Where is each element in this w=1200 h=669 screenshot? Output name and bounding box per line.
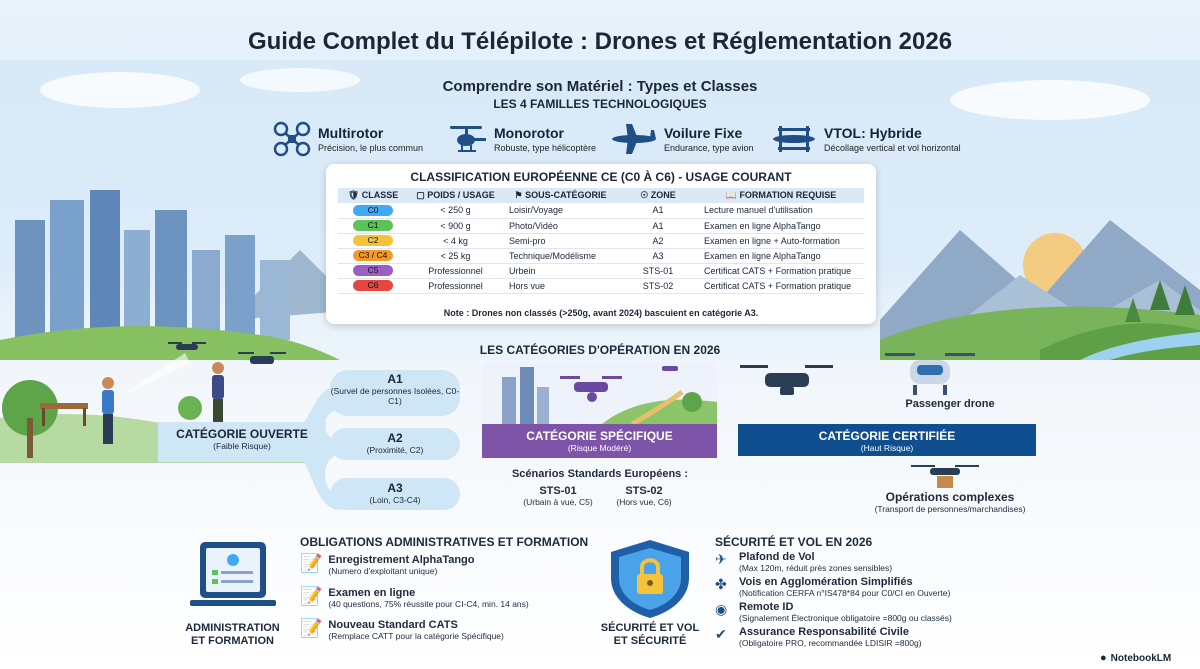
cell-zone: STS-01 (618, 263, 698, 278)
family-name: Monorotor (494, 125, 564, 141)
family-desc: Robuste, type hélicoptère (494, 143, 597, 153)
branch-desc: (Proximité, C2) (366, 445, 424, 455)
cell-poids: < 900 g (408, 218, 503, 233)
complex-ops-name: Opérations complexes (885, 490, 1015, 504)
cell-zone: A2 (618, 233, 698, 248)
header-poids: ▢ POIDS / USAGE (408, 188, 503, 203)
table-row (338, 248, 864, 263)
obligation-item (300, 619, 504, 641)
cell-formation: Examen en ligne AlphaTango (698, 248, 864, 263)
laptop-checklist-icon (188, 540, 278, 618)
cell-poids: < 4 kg (408, 233, 503, 248)
family-desc: Décollage vertical et vol horizontal (824, 143, 961, 153)
cell-sous-categorie: Hors vue (503, 278, 618, 293)
classification-title: CLASSIFICATION EUROPÉENNE CE (C0 À C6) - USAGE COURANT (410, 170, 792, 184)
category-certified-band (738, 424, 1036, 456)
category-specific-band (482, 424, 717, 458)
cell-poids: < 25 kg (408, 248, 503, 263)
branch-name: A3 (387, 481, 403, 495)
security-label-line1: SÉCURITÉ ET VOL (600, 622, 700, 634)
shield-check-icon: ✔ (715, 626, 727, 642)
security-item (715, 576, 950, 598)
materiel-subtitle: LES 4 FAMILLES TECHNOLOGIQUES (493, 97, 707, 111)
obligation-item (300, 587, 529, 609)
cell-sous-categorie: Urbein (503, 263, 618, 278)
cell-sous-categorie: Technique/Modélisme (503, 248, 618, 263)
header-classe: 🛡 CLASSE (338, 188, 408, 203)
classification-card (326, 164, 876, 324)
security-title: SÉCURITÉ ET VOL EN 2026 (715, 535, 873, 549)
signal-icon: ◉ (715, 601, 728, 617)
obligations-title: OBLIGATIONS ADMINISTRATIVES ET FORMATION (300, 535, 589, 549)
security-item-name: Assurance Responsabilité Civile (739, 626, 909, 638)
drone-icon: ✤ (715, 576, 727, 592)
security-item-desc: (Obligatoire PRO, recommandée LDISIR =800g) (739, 638, 922, 648)
family-name: VTOL: Hybride (824, 125, 922, 141)
complex-ops-desc: (Transport de personnes/marchandises) (874, 504, 1026, 514)
branch-name: A1 (387, 372, 403, 386)
scenario-sts01 (518, 485, 598, 507)
obligation-name: Examen en ligne (328, 587, 416, 599)
family-voilure-fixe (610, 118, 754, 160)
cell-zone: A1 (618, 203, 698, 218)
cell-sous-categorie: Loisir/Voyage (503, 203, 618, 218)
security-item-desc: (Max 120m, réduit près zones sensibles) (739, 563, 893, 573)
table-row (338, 278, 864, 293)
category-open-band (158, 422, 326, 462)
category-open-desc: (Faible Risque) (213, 441, 271, 451)
family-vtol (770, 118, 961, 160)
security-item (715, 626, 922, 648)
passenger-drone-label: Passenger drone (905, 398, 995, 410)
family-desc: Précision, le plus commun (318, 143, 424, 153)
cell-classe (338, 233, 408, 248)
cell-classe (338, 218, 408, 233)
notebook-icon: ● (1100, 652, 1107, 664)
cell-zone: A3 (618, 248, 698, 263)
cell-formation: Lecture manuel d'utilisation (698, 203, 864, 218)
security-item-name: Plafond de Vol (739, 551, 815, 563)
shield-lock-icon (605, 538, 695, 620)
classification-note: Note : Drones non classés (>250g, avant 2024) bascuient en catégorie A3. (443, 308, 759, 318)
security-item-desc: (Signalement Électronique obligatoire =800g ou classés) (739, 613, 952, 623)
document-edit-icon: 📝 (300, 618, 323, 638)
class-pill: C5 (353, 265, 393, 276)
branch-name: A2 (387, 431, 403, 445)
security-item-name: Remote ID (739, 601, 794, 613)
scenario-desc: (Urbain à vue, C5) (523, 497, 593, 507)
security-item (715, 551, 892, 573)
vtol-icon (770, 120, 818, 158)
multirotor-icon (272, 120, 312, 158)
table-row (338, 263, 864, 278)
branch-a2 (330, 428, 460, 460)
cell-zone: STS-02 (618, 278, 698, 293)
class-pill: C1 (353, 220, 393, 231)
branch-a3 (330, 478, 460, 510)
scenario-desc: (Hors vue, C6) (616, 497, 672, 507)
cell-classe (338, 263, 408, 278)
category-specific-desc: (Risque Modéré) (567, 443, 632, 453)
branch-desc: (Survel de personnes Isolées, C0-C1) (330, 386, 460, 406)
brand-logo (1100, 652, 1171, 664)
security-item (715, 601, 952, 623)
family-multirotor (272, 118, 423, 160)
admin-label (170, 622, 295, 648)
materiel-title: Comprendre son Matériel : Types et Classes (442, 78, 758, 95)
cell-classe (338, 278, 408, 293)
family-name: Voilure Fixe (664, 125, 743, 141)
category-open-name: CATÉGORIE OUVERTE (176, 427, 308, 441)
cell-classe (338, 203, 408, 218)
class-pill: C6 (353, 280, 393, 291)
cell-poids: < 250 g (408, 203, 503, 218)
cell-poids: Professionnel (408, 263, 503, 278)
admin-label-line1: ADMINISTRATION (185, 622, 280, 634)
class-pill: C3 / C4 (353, 250, 393, 261)
page-title: Guide Complet du Télépilote : Drones et Réglementation 2026 (247, 28, 953, 55)
obligation-desc: (Numero d'exploitant unique) (328, 566, 438, 576)
header-zone: ☉ ZONE (618, 188, 698, 203)
family-monorotor (448, 118, 596, 160)
cell-classe (338, 248, 408, 263)
family-name: Multirotor (318, 125, 384, 141)
branch-a1 (330, 370, 460, 416)
operation-title: LES CATÉGORIES D'OPÉRATION EN 2026 (479, 343, 721, 357)
scenario-sts02 (604, 485, 684, 507)
class-pill: C0 (353, 205, 393, 216)
cell-formation: Certificat CATS + Formation pratique (698, 263, 864, 278)
table-row (338, 218, 864, 233)
cell-zone: A1 (618, 218, 698, 233)
document-edit-icon: 📝 (300, 586, 323, 606)
cell-sous-categorie: Photo/Vidéo (503, 218, 618, 233)
class-pill: C2 (353, 235, 393, 246)
plane-takeoff-icon: ✈ (715, 551, 727, 567)
cell-formation: Certificat CATS + Formation pratique (698, 278, 864, 293)
scenario-name: STS-02 (625, 485, 663, 497)
admin-label-line2: ET FORMATION (191, 635, 274, 647)
header-sous-categorie: ⚑ SOUS-CATÉGORIE (503, 188, 618, 203)
security-label (590, 622, 710, 648)
certified-category-illustration (735, 345, 1035, 425)
security-item-name: Vois en Agglomération Simplifiés (739, 576, 913, 588)
brand-name: NotebookLM (1110, 652, 1172, 664)
table-header-row (338, 188, 864, 203)
obligation-desc: (Remplace CATT pour la catégorie Spécifique) (328, 631, 504, 641)
obligation-name: Enregistrement AlphaTango (328, 554, 475, 566)
helicopter-icon (448, 120, 488, 158)
airplane-icon (610, 120, 658, 158)
category-specific-name: CATÉGORIE SPÉCIFIQUE (526, 429, 673, 443)
family-desc: Endurance, type avion (664, 143, 754, 153)
table-row (338, 203, 864, 218)
complex-operations (820, 490, 1080, 514)
obligation-item (300, 554, 475, 576)
obligation-desc: (40 questions, 75% réussite pour CI-C4, min. 14 ans) (328, 599, 529, 609)
security-label-line2: ET SÉCURITÉ (613, 635, 687, 647)
header-formation: 📖 FORMATION REQUISE (698, 188, 864, 203)
scenario-name: STS-01 (539, 485, 577, 497)
branch-desc: (Loin, C3-C4) (369, 495, 421, 505)
security-item-desc: (Notification CERFA n°IS478*84 pour C0/CI en Ouverte) (739, 588, 951, 598)
cell-formation: Examen en ligne + Auto-formation (698, 233, 864, 248)
cell-formation: Examen en ligne AlphaTango (698, 218, 864, 233)
cell-poids: Professionnel (408, 278, 503, 293)
cargo-drone-icon (905, 462, 985, 490)
obligation-name: Nouveau Standard CATS (328, 619, 458, 631)
document-edit-icon: 📝 (300, 553, 323, 573)
classification-table (338, 188, 864, 294)
specific-category-illustration (482, 362, 717, 424)
cell-sous-categorie: Semi-pro (503, 233, 618, 248)
scenarios-title: Scénarios Standards Européens : (511, 468, 689, 480)
category-certified-desc: (Haut Risque) (860, 443, 914, 453)
category-certified-name: CATÉGORIE CERTIFIÉE (818, 429, 956, 443)
table-row (338, 233, 864, 248)
